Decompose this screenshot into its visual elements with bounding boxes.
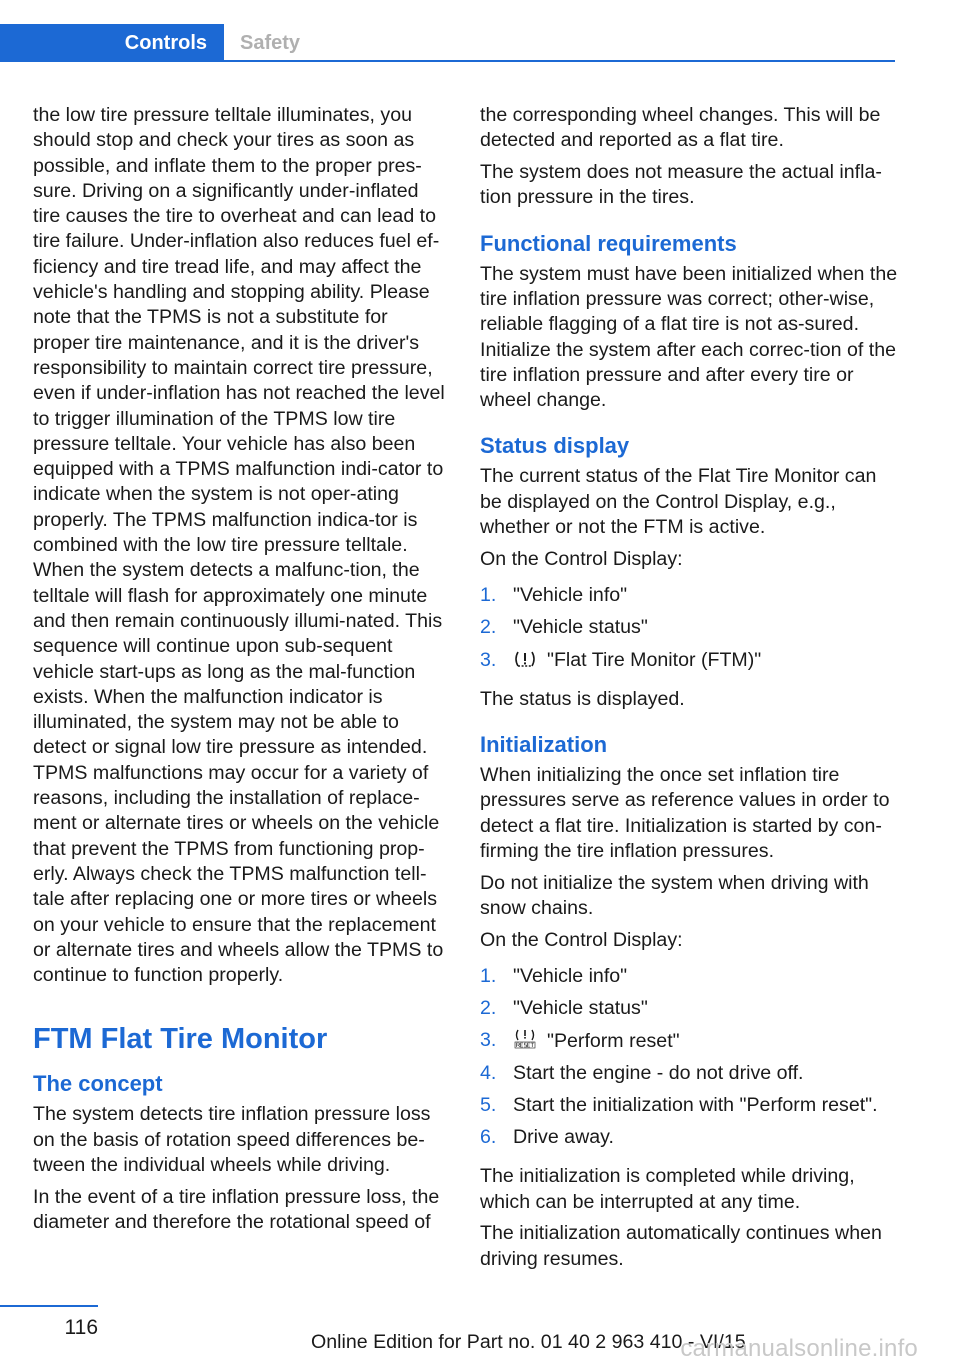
step-number: 3. xyxy=(480,648,497,671)
step-text: Drive away. xyxy=(513,1126,614,1149)
initialization-paragraph-2: Do not initialize the system when driving with snow chains. xyxy=(480,871,869,919)
step-number: 1. xyxy=(480,965,497,988)
tpms-paragraph: the low tire pressure telltale illuminates, you should stop and check your tires as soon as possible, and inflate them to the proper pres‐sure. Driving on a significantly under-inflated tire causes the tire to overheat and can lead to tire failure. Under-inflation also reduces fuel ef‐ficiency and tire tread life, and may affect the vehicle's handling and stopping ability. Please note that the TPMS is not a substitute for proper tire maintenance, and it is the driver's responsibility to maintain correct tire pressure, even if under-inflation has not reached the level to trigger illumination of the TPMS low tire pressure telltale. Your vehicle has also been equipped with a TPMS malfunction indi‐cator to indicate when the system is not oper‐ating properly. The TPMS malfunction indica‐tor is combined with the low tire pressure telltale. When the system detects a malfunc‐tion, the telltale will flash for approximately one minute and then remain continuously illumi‐nated. This sequence will continue upon sub‐sequent vehicle start-ups as long as the mal‐function exists. When the malfunction indicator is illuminated, the system may not be able to detect or signal low tire pressure as intended. TPMS malfunctions may occur for a variety of reasons, including the installation of replace‐ment or alternate tires or wheels on the vehicle that prevent the TPMS from functioning prop‐erly. Always check the TPMS malfunction tell‐tale after replacing one or more tires or wheels on your vehicle to ensure that the replacement or alternate tires and wheels allow the TPMS to continue to function properly. xyxy=(33,104,445,987)
concept-heading: The concept xyxy=(33,1071,163,1097)
functional-requirements-paragraph: The system must have been initialized when the tire inflation pressure was correct; other‐wise, reliable flagging of a flat tire is not as‐sured. Initialize the system after each correc‐tion of the tire inflation pressure and after every tire or wheel change. xyxy=(480,262,898,412)
initialization-heading: Initialization xyxy=(480,732,608,758)
step-text: "Perform reset" xyxy=(547,1030,680,1053)
concept-continued-paragraph: the corresponding wheel changes. This will be detected and reported as a flat tire. xyxy=(480,104,881,152)
list-item xyxy=(480,996,898,1028)
step-text: Start the initialization with "Perform reset". xyxy=(513,1093,878,1116)
status-display-heading: Status display xyxy=(480,433,630,459)
concept-paragraph-1: The system detects tire inflation pressure loss on the basis of rotation speed differences be‐tween the individual wheels while driving. xyxy=(33,1103,431,1176)
flat-tire-warning-icon xyxy=(513,649,537,676)
step-text: "Vehicle info" xyxy=(513,584,628,607)
section-title: FTM Flat Tire Monitor xyxy=(33,1023,328,1056)
concept-paragraph-2: In the event of a tire inflation pressure loss, the diameter and therefore the rotational speed of xyxy=(33,1185,440,1234)
step-text: "Flat Tire Monitor (FTM)" xyxy=(547,648,762,671)
edition-text: Online Edition for Part no. 01 40 2 963 410 - VI/15 xyxy=(311,1331,746,1353)
list-item xyxy=(480,583,898,615)
step-number: 1. xyxy=(480,584,497,607)
list-item xyxy=(480,1093,898,1125)
status-display-paragraph: The current status of the Flat Tire Monitor can be displayed on the Control Display, e.g., whether or not the FTM is active. xyxy=(480,465,877,539)
initialization-control-display-label: On the Control Display: xyxy=(480,928,683,951)
left-column xyxy=(33,103,449,1242)
step-number: 5. xyxy=(480,1093,497,1116)
step-number: 2. xyxy=(480,616,497,639)
status-steps-list xyxy=(480,583,898,680)
list-item xyxy=(480,1028,898,1060)
initialization-after-paragraph-1: The initialization is completed while driving, which can be interrupted at any time. xyxy=(480,1165,855,1213)
step-text: "Vehicle info" xyxy=(513,965,628,988)
initialization-steps-list xyxy=(480,964,898,1157)
list-item xyxy=(480,615,898,647)
list-item xyxy=(480,1125,898,1157)
step-number: 2. xyxy=(480,997,497,1020)
functional-requirements-heading: Functional requirements xyxy=(480,230,737,256)
right-column xyxy=(480,103,898,1278)
measurement-paragraph: The system does not measure the actual infla‐tion pressure in the tires. xyxy=(480,161,882,209)
watermark-text: carmanualsonline.info xyxy=(680,1335,918,1362)
step-number: 4. xyxy=(480,1061,497,1084)
initialization-paragraph-1: When initializing the once set inflation tire pressures serve as reference values in order to detect a flat tire. Initialization is started by con‐firming the tire inflation pressures. xyxy=(480,764,890,862)
step-number: 3. xyxy=(480,1029,497,1052)
step-text: "Vehicle status" xyxy=(513,997,648,1020)
list-item xyxy=(480,648,898,680)
list-item xyxy=(480,964,898,996)
tab-safety: Safety xyxy=(240,31,301,54)
list-item xyxy=(480,1061,898,1093)
initialization-after-paragraph-2: The initialization automatically continues when driving resumes. xyxy=(480,1222,882,1270)
header-rule xyxy=(0,60,895,62)
step-text: Start the engine - do not drive off. xyxy=(513,1061,804,1084)
page-number: 116 xyxy=(64,1316,98,1339)
step-text: "Vehicle status" xyxy=(513,616,648,639)
step-number: 6. xyxy=(480,1126,497,1149)
status-control-display-label: On the Control Display: xyxy=(480,547,683,570)
status-displayed-text: The status is displayed. xyxy=(480,687,685,710)
footer-rule xyxy=(0,1305,98,1307)
tab-controls: Controls xyxy=(0,24,224,62)
section-tabs xyxy=(0,24,895,62)
tire-reset-icon xyxy=(513,1028,537,1057)
